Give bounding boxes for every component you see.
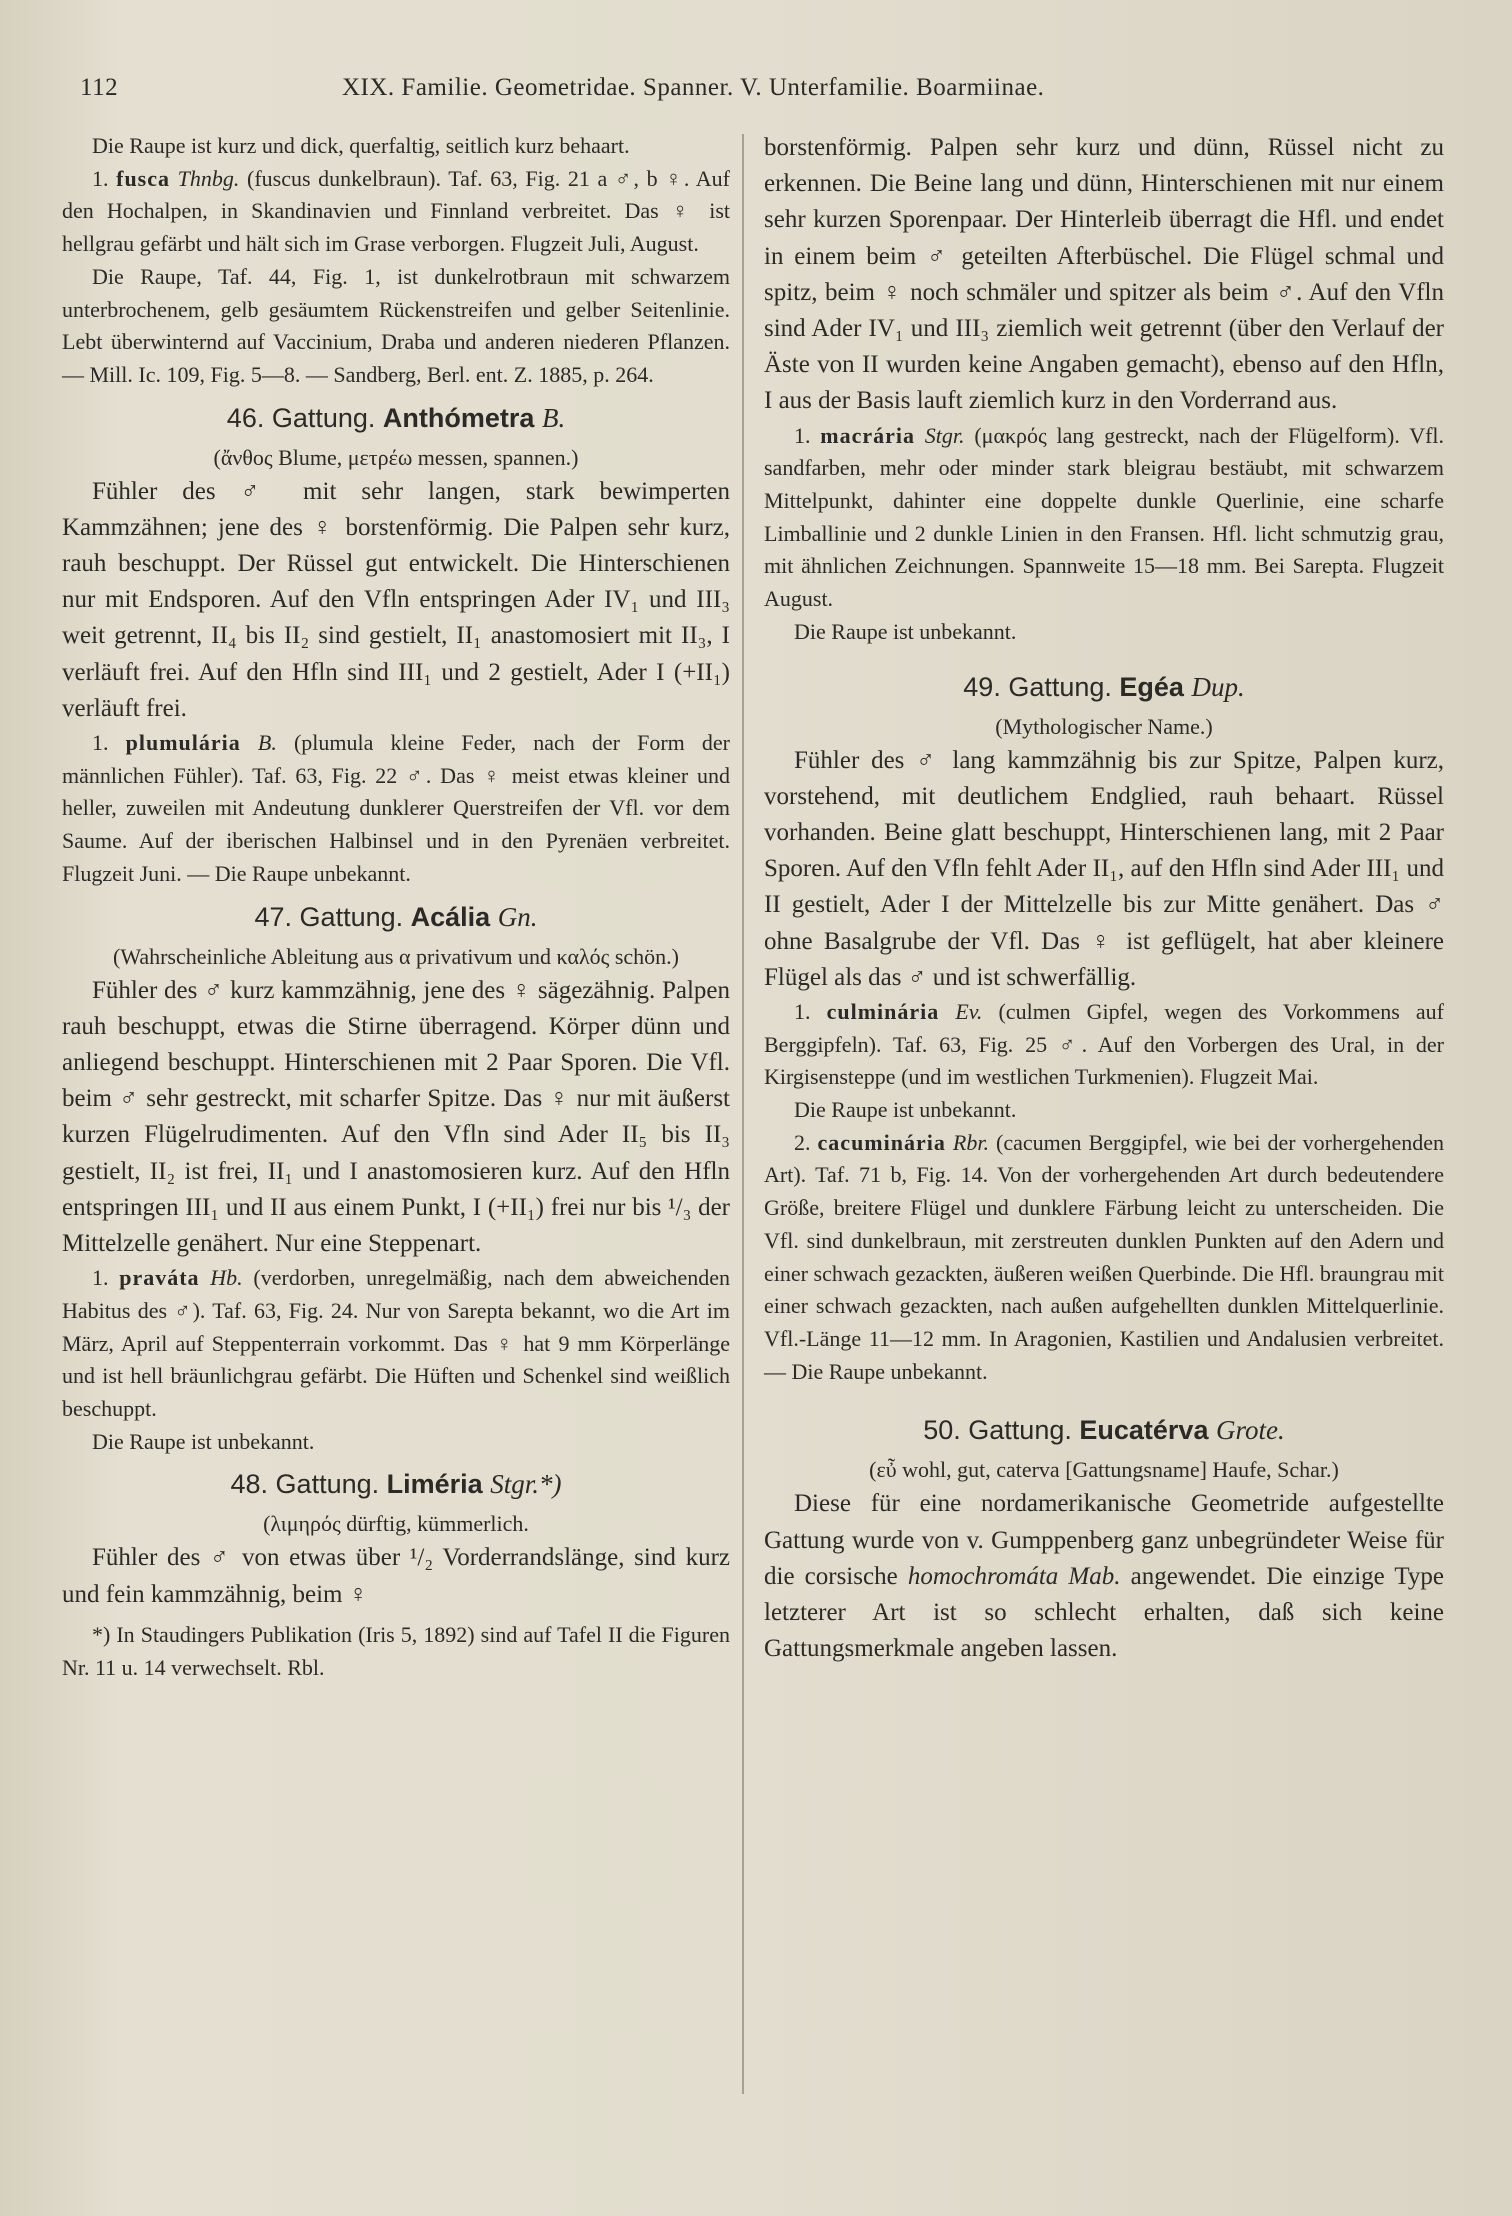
genus-description-text: Diese für eine nordamerikanische Geometride aufgestellte Gattung wurde von v. Gumppenberg ganz unbegründeter Weise für die corsische <box>764 1490 1444 1590</box>
running-title: XIX. Familie. Geometridae. Spanner. V. Unterfamilie. Boarmiinae. <box>342 74 1045 101</box>
genus-label: 50. Gattung. <box>923 1415 1072 1446</box>
species-author: Ev. <box>955 998 983 1024</box>
species-name: culminária <box>826 998 940 1024</box>
species-name: fusca <box>116 165 171 191</box>
genus-etymology: (Mythologischer Name.) <box>995 713 1213 739</box>
genus-author: Grote. <box>1215 1415 1285 1446</box>
genus-name: Acália <box>410 901 491 932</box>
species-number: 1. <box>92 165 109 191</box>
species-number: 1. <box>794 998 811 1024</box>
larva-description: Die Raupe ist unbekannt. <box>794 618 1017 644</box>
species-number: 1. <box>794 422 811 448</box>
species-description: (μακρός lang gestreckt, nach der Flügelform). Vfl. sandfarben, mehr oder minder stark bleigrau bestäubt, mit schwarzem Mittelpunkt, dahinter eine doppelte dunkle Querlinie, eine scharfe Limballinie und 2 dunkle Linien in den Fransen. Hfl. licht schmutzig grau, mit ähnlichen Zeichnungen. Spannweite 15—18 mm. Bei Sarepta. Flugzeit August. <box>764 422 1445 612</box>
genus-label: 48. Gattung. <box>230 1469 380 1500</box>
right-column <box>764 130 1444 1667</box>
genus-description: Fühler des ♂ mit sehr langen, stark bewimperten Kammzähnen; jene des ♀ borstenförmig. Die Palpen sehr kurz, rauh beschuppt. Der Rüssel gut entwickelt. Die Hinterschienen nur mit Endsporen. Auf den Vfln entspringen Ader IV₁ und III₃ weit getrennt, II₄ bis II₂ sind gestielt, II₁ anastomosiert mit II₃, I verläuft frei. Auf den Hfln sind III₁ und 2 gestielt, Ader I (+II₁) verläuft frei. <box>62 477 730 722</box>
species-description: (culmen Gipfel, wegen des Vorkommens auf Berggipfeln). Taf. 63, Fig. 25 ♂. Auf den Vorbergen des Ural, in der Kirgisensteppe (und im westlichen Turkmenien). Flugzeit Mai. <box>764 998 1445 1090</box>
genus-label: 47. Gattung. <box>254 901 404 932</box>
species-reference: homochromáta Mab. <box>907 1562 1121 1590</box>
genus-description: Fühler des ♂ lang kammzähnig bis zur Spitze, Palpen kurz, vorstehend, mit deutlichem Endglied, rauh behaart. Rüssel vorhanden. Beine glatt beschuppt, Hinterschienen lang, mit 2 Paar Sporen. Auf den Vfln fehlt Ader II₁, auf den Hfln sind Ader III₁ und II gestielt, Ader I der Mittelzelle bis zur Mitte genähert. Das ♂ ohne Basalgrube der Vfl. Das ♀ ist geflügelt, hat aber kleinere Flügel als das ♂ und ist schwerfällig. <box>764 746 1444 991</box>
species-author: Hb. <box>210 1265 243 1291</box>
genus-heading-48 <box>62 1464 730 1504</box>
species-entry-macraria <box>764 420 1444 616</box>
genus-label: 49. Gattung. <box>963 671 1112 702</box>
paragraph: borstenförmig. Palpen sehr kurz und dünn, Rüssel nicht zu erkennen. Die Beine lang und dünn, Hinterschienen mit nur einem sehr kurzen Sporenpaar. Der Hinterleib überragt die Hfl. und endet in einem beim ♂ geteilten Afterbüschel. Die Flügel schmal und spitz, beim ♀ noch schmäler und spitzer als beim ♂. Auf den Vfln sind Ader IV₁ und III₃ ziemlich weit getrennt (über den Verlauf der Äste von II wurden keine Angaben gemacht), ebenso auf den Hfln, I aus der Basis lauft ziemlich kurz in den Vorderrand aus. <box>764 134 1444 415</box>
larva-description: Die Raupe ist unbekannt. <box>92 1428 315 1454</box>
species-name: cacuminária <box>817 1129 946 1155</box>
species-name: praváta <box>119 1265 200 1291</box>
species-author: Stgr. <box>924 422 965 448</box>
species-entry-pravata <box>62 1262 730 1426</box>
species-description: (plumula kleine Feder, nach der Form der männlichen Fühler). Taf. 63, Fig. 22 ♂. Das ♀ meist etwas kleiner und heller, zuweilen mit Andeutung dunklerer Querstreifen der Vfl. vor dem Saume. Auf der iberischen Halbinsel und in den Pyrenäen verbreitet. Flugzeit Juni. — Die Raupe unbekannt. <box>62 730 730 886</box>
genus-heading-46 <box>62 398 730 438</box>
species-entry-culminaria <box>764 996 1444 1094</box>
genus-description-text: angewendet. Die einzige Type letzterer Art ist so schlecht erhalten, daß sich keine Gattungsmerkmale angeben lassen. <box>764 1562 1445 1663</box>
species-number: 1. <box>92 730 109 756</box>
species-name: plumulária <box>125 730 241 756</box>
genus-name: Egéa <box>1119 671 1184 702</box>
genus-description: Fühler des ♂ kurz kammzähnig, jene des ♀ sägezähnig. Palpen rauh beschuppt, etwas die Stirne überragend. Körper dünn und anliegend beschuppt. Hinterschienen mit 2 Paar Sporen. Die Vfl. beim ♂ sehr gestreckt, mit scharfer Spitze. Das ♀ nur mit äußerst kurzen Flügelrudimenten. Auf den Vfln sind Ader II₅ bis II₃ gestielt, II₂ ist frei, II₁ und I anastomosieren kurz. Auf den Hfln entspringen III₁ und II aus einem Punkt, I (+II₁) frei nur bis ¹/₃ der Mittelzelle genähert. Nur eine Steppenart. <box>62 976 730 1257</box>
species-entry-cacuminaria <box>764 1127 1444 1389</box>
genus-author: Stgr.*) <box>490 1469 562 1500</box>
species-description: (verdorben, unregelmäßig, nach dem abweichenden Habitus des ♂). Taf. 63, Fig. 24. Nur von Sarepta bekannt, wo die Art im März, April auf Steppenterrain vorkommt. Das ♀ hat 9 mm Körperlänge und ist hell bräunlichgrau gefärbt. Die Hüften und Schenkel sind weißlich beschuppt. <box>62 1265 731 1421</box>
genus-author: Dup. <box>1191 671 1245 702</box>
genus-description: Fühler des ♂ von etwas über ¹/₂ Vorderrandslänge, sind kurz und fein kammzähnig, beim ♀ <box>62 1544 730 1608</box>
genus-heading-47 <box>62 897 730 937</box>
genus-label: 46. Gattung. <box>226 402 376 433</box>
species-number: 2. <box>794 1129 811 1155</box>
genus-name: Eucatérva <box>1079 1415 1209 1446</box>
genus-name: Liméria <box>386 1469 483 1500</box>
genus-etymology: (λιμηρός dürftig, kümmerlich. <box>263 1511 529 1537</box>
larva-description: Die Raupe, Taf. 44, Fig. 1, ist dunkelrotbraun mit schwarzem unterbrochenem, gelb gesäumtem Rückenstreifen und gelber Seitenlinie. Lebt überwinternd auf Vaccinium, Draba und anderen niederen Pflanzen. — Mill. Ic. 109, Fig. 5—8. — Sandberg, Berl. ent. Z. 1885, p. 264. <box>62 263 730 387</box>
species-author: Thnbg. <box>177 165 240 191</box>
genus-description <box>764 1486 1444 1667</box>
larva-description: Die Raupe ist unbekannt. <box>794 1097 1017 1123</box>
species-number: 1. <box>92 1265 109 1291</box>
genus-etymology: (Wahrscheinliche Ableitung aus α privativum und καλός schön.) <box>113 943 679 969</box>
genus-heading-50 <box>764 1410 1444 1450</box>
species-entry-fusca <box>62 163 730 261</box>
genus-author: B. <box>541 402 566 433</box>
footnote: *) In Staudingers Publikation (Iris 5, 1892) sind auf Tafel II die Figuren Nr. 11 u. 14 verwechselt. Rbl. <box>62 1621 730 1680</box>
species-name: macrária <box>820 422 916 448</box>
species-entry-plumularia <box>62 727 730 891</box>
genus-heading-49 <box>764 667 1444 707</box>
paragraph: Die Raupe ist kurz und dick, querfaltig, seitlich kurz behaart. <box>92 133 630 158</box>
species-author: Rbr. <box>952 1129 989 1155</box>
column-divider <box>742 134 744 2094</box>
genus-etymology: (εὖ wohl, gut, caterva [Gattungsname] Haufe, Schar.) <box>869 1457 1339 1483</box>
genus-author: Gn. <box>497 901 538 932</box>
genus-name: Anthómetra <box>382 402 535 433</box>
species-description: (cacumen Berggipfel, wie bei der vorhergehenden Art). Taf. 71 b, Fig. 14. Von der vorhergehenden Art durch bedeutendere Größe, breitere Flügel und dunklere Färbung leicht zu unterscheiden. Die Vfl. sind dunkelbraun, mit zerstreuten dunklen Punkten auf den Adern und einer schwach gezackten, äußeren weißen Querbinde. Die Hfl. braungrau mit einer schwach gezackten, nach außen aufgehellten dunklen Mittelquerlinie. Vfl.-Länge 11—12 mm. In Aragonien, Kastilien und Andalusien verbreitet. — Die Raupe unbekannt. <box>764 1129 1444 1384</box>
left-column <box>62 130 730 1684</box>
page-number: 112 <box>80 74 119 101</box>
genus-etymology: (ἄνθος Blume, μετρέω messen, spannen.) <box>213 444 579 470</box>
species-author: B. <box>257 730 277 756</box>
species-description: (fuscus dunkelbraun). Taf. 63, Fig. 21 a ♂, b ♀. Auf den Hochalpen, in Skandinavien und Finnland verbreitet. Das ♀ ist hellgrau gefärbt und hält sich im Grase verborgen. Flugzeit Juli, August. <box>62 165 731 257</box>
